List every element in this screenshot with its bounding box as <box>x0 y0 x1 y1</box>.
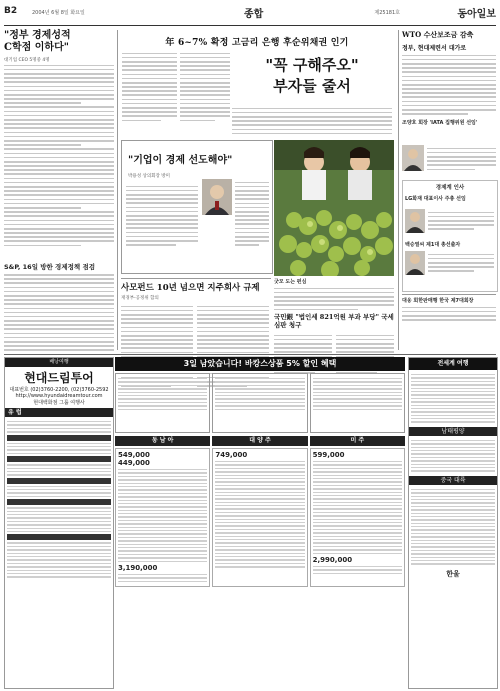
main-body-col-3 <box>232 105 392 137</box>
right-column <box>402 30 496 126</box>
tour-name: 현대드림투어 <box>24 371 94 385</box>
main-banner <box>122 35 392 48</box>
person1-text <box>427 145 496 173</box>
people-box <box>402 180 498 292</box>
sale-banner: 3일 남았습니다! 바캉스상품 5% 할인 혜택 <box>115 357 405 371</box>
left-subheadline: 대기업 CEO 5명중 4명 <box>4 58 50 63</box>
page-header <box>4 3 496 26</box>
notice-headline: 대웅 회한판매행 한국 제7대회장 <box>402 294 496 304</box>
divider <box>121 278 271 279</box>
person3-photo <box>405 251 425 275</box>
quote-headline-1: "꼭 구해주오" <box>265 56 359 74</box>
tour-tag: 현대백화점 그룹 여행사 <box>33 400 85 406</box>
europe-tab: 유 럽 <box>5 408 113 417</box>
person2-photo <box>405 209 425 233</box>
quote-headline-block <box>232 55 392 97</box>
person2-headline: LG화재 대표이사 주총 선임 <box>405 196 466 202</box>
column-divider <box>117 30 118 350</box>
national-bank-headline: 국민銀 "법인세 821억원 부과 부당" 국세심판 청구 <box>274 313 394 329</box>
interview-headline: "기업이 경제 선도해야" <box>128 155 233 166</box>
person1-headline: 조양호 회장 'IATA 집행위원 선임' <box>402 119 478 126</box>
main-photo <box>274 140 394 276</box>
interview-box <box>121 140 273 274</box>
tab-oceania: 대 양 주 <box>212 436 307 446</box>
person3-headline: 백승열씨 제1대 총선출자 <box>405 242 461 248</box>
interview-body-1 <box>126 183 198 248</box>
main-body-col-1 <box>122 50 177 124</box>
main-headline: 年 6~7% 확정 고금리 은행 후순위채권 인기 <box>165 38 349 48</box>
issue-number: 제25181호 <box>374 10 400 16</box>
interview-body-2 <box>235 179 269 249</box>
right-notice <box>402 294 496 323</box>
tab-americas: 미 주 <box>310 436 405 446</box>
newspaper-logo: 동아일보 <box>457 9 496 20</box>
tab-southeast-asia: 동 남 아 <box>115 436 210 446</box>
interview-byline: 박용성 상의회장 방미 <box>128 174 170 179</box>
quote-headline-2: 부자들 줄서 <box>273 77 351 95</box>
bag-label: 배낭여행 <box>5 358 113 367</box>
interview-portrait <box>202 179 232 215</box>
tour-url[interactable]: http://www.hyundaidreamtour.com <box>15 393 103 399</box>
photo-caption-block <box>274 278 394 313</box>
main-body-col-2 <box>180 50 230 124</box>
section-title: 종합 <box>244 9 264 20</box>
people-box-title: 경제계 인사 <box>435 185 465 191</box>
price-1: 549,000 <box>118 451 150 459</box>
left-headline-1: "정부 경제성적 <box>4 30 71 41</box>
price-6: 2,990,000 <box>312 555 353 564</box>
person1-photo <box>402 145 424 171</box>
tour-phone: 대표번호 (02)3760-2200, (02)3760-2592 <box>9 387 109 393</box>
ad-separator <box>4 354 496 355</box>
samsonite-byline: 재경부-공정위 합의 <box>121 296 159 301</box>
notice-brand: 한울 <box>446 569 460 578</box>
left-headline-2: C학점 이하다" <box>4 42 69 53</box>
tour-ad <box>4 357 114 689</box>
price-5: 3,190,000 <box>118 563 158 572</box>
wto-headline: WTO 수산보조금 감축 <box>402 30 474 39</box>
samsonite-headline: 사모펀드 10년 넘으면 지주회사 규제 <box>121 283 260 293</box>
price-3: 749,000 <box>215 451 248 459</box>
price-2: 449,000 <box>118 459 150 467</box>
right-ad-title: 전세계 여행 <box>409 358 497 370</box>
price-4: 599,000 <box>312 451 345 459</box>
tab-china: 중국 대륙 <box>409 476 497 485</box>
sp-subheadline: S&P, 16일 방한 경제정책 점검 <box>4 263 95 271</box>
issue-date: 2004년 6월 8일 화요일 <box>32 10 85 16</box>
samsonite-article <box>121 281 271 303</box>
vacation-ad <box>115 357 405 687</box>
wto-subheadline: 정부, 현대제련서 대가로 <box>402 45 467 52</box>
right-tour-ad <box>408 357 498 689</box>
column-divider <box>398 30 399 350</box>
page-number: B2 <box>4 6 18 16</box>
photo-caption: 굿모 도는 펀심 <box>274 279 307 285</box>
tab-south-pacific: 남태평양 <box>409 427 497 436</box>
